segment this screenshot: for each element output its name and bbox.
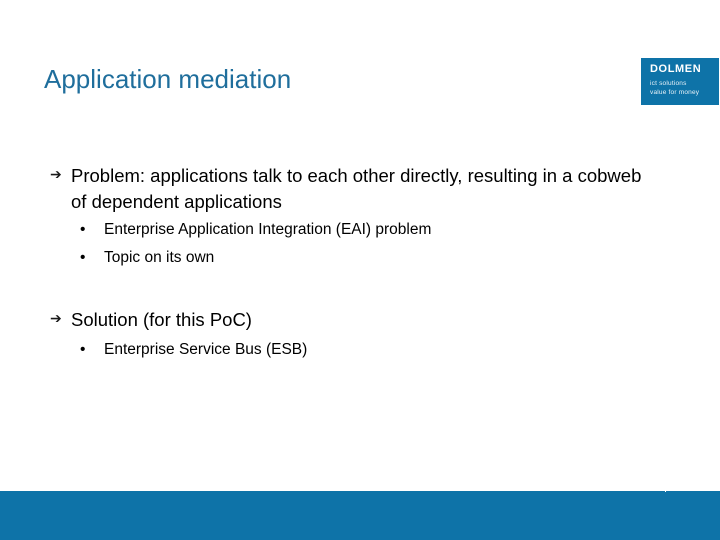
logo-tagline-1: ict solutions bbox=[650, 80, 687, 87]
dolmen-logo bbox=[641, 58, 719, 105]
bullet-solution-text: Solution (for this PoC) bbox=[71, 309, 252, 330]
footer-date: 16/03/2018 bbox=[596, 481, 652, 493]
bullet-dot: • bbox=[80, 341, 86, 358]
subitem-eai-text: Enterprise Application Integration (EAI) problem bbox=[104, 221, 432, 238]
subitem-topic-text: Topic on its own bbox=[104, 249, 215, 266]
page-number: 15 bbox=[680, 481, 693, 493]
bullet-problem-text: Problem: applications talk to each other directly, resulting in a cobweb of dependent applications bbox=[71, 165, 642, 212]
arrow-right-icon: ➔ bbox=[50, 166, 62, 182]
bullet-dot: • bbox=[80, 221, 86, 238]
logo-tagline-2: value for money bbox=[650, 89, 700, 96]
bullet-dot: • bbox=[80, 249, 86, 266]
footer-separator bbox=[665, 486, 666, 492]
slide-title: Application mediation bbox=[44, 64, 292, 94]
logo-name: DOLMEN bbox=[650, 63, 702, 75]
arrow-right-icon: ➔ bbox=[50, 310, 62, 326]
subitem-esb-text: Enterprise Service Bus (ESB) bbox=[104, 341, 308, 358]
footer-bar bbox=[0, 491, 720, 540]
